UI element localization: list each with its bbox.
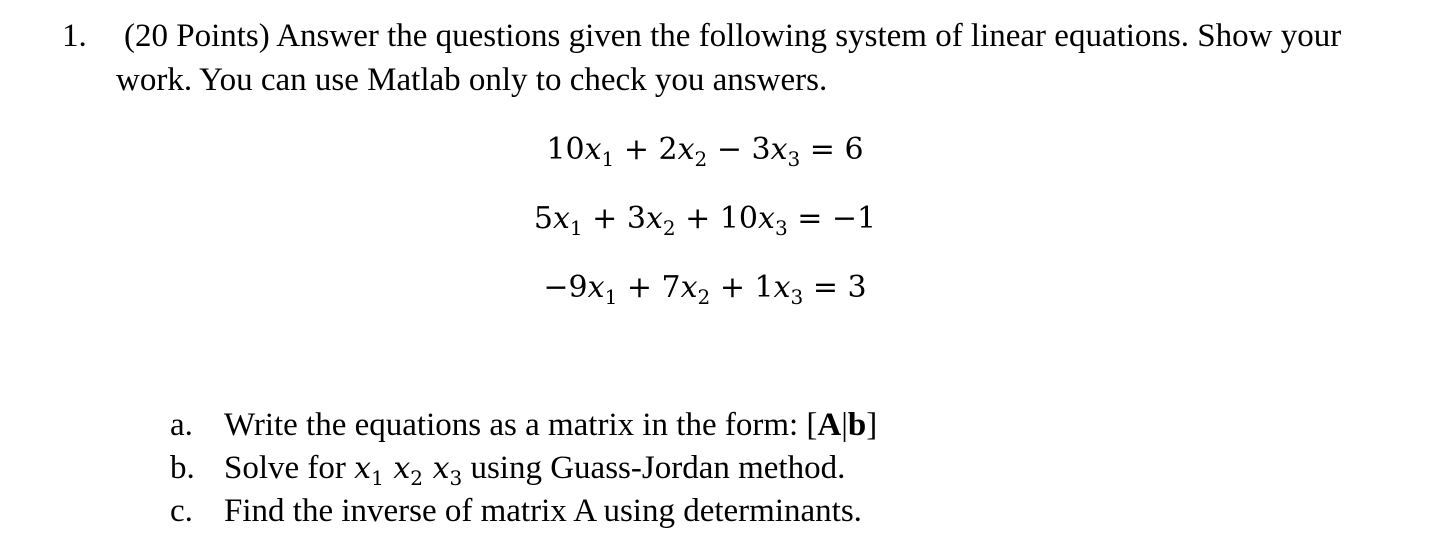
- part-b-var3: x: [432, 451, 450, 486]
- part-b-sub3: 3: [449, 466, 463, 490]
- eq1-sub3: 3: [787, 147, 801, 171]
- eq3-var1: x: [587, 270, 605, 305]
- part-b-var2: x: [393, 451, 411, 486]
- part-b-marker: b.: [170, 450, 195, 486]
- eq1-coef3: 3: [751, 132, 771, 167]
- part-b-text: Solve for: [224, 450, 346, 486]
- eq3-coef3: 1: [754, 270, 774, 305]
- question-text: (20 Points) Answer the questions given the following system of linear equations. Show your work. You can use Matlab only to check you answers.: [116, 18, 1342, 98]
- eq1-coef1: 10: [546, 132, 585, 167]
- equation-1: [0, 128, 1410, 197]
- eq2-sub1: 1: [569, 216, 583, 240]
- eq1-var2: x: [677, 132, 695, 167]
- part-b-var1: x: [354, 451, 372, 486]
- eq2-op2: +: [685, 201, 711, 236]
- eq3-coef1: −9: [543, 270, 588, 305]
- part-a-text: Write the equations as a matrix in the form: [: [224, 407, 818, 443]
- question-number: 1.: [62, 18, 87, 54]
- part-c: [170, 490, 1370, 533]
- eq3-sub1: 1: [604, 285, 618, 309]
- eq1-var3: x: [770, 132, 788, 167]
- eq2-sub2: 2: [662, 216, 676, 240]
- eq1-rhs: = 6: [809, 132, 864, 167]
- part-a-marker: a.: [170, 407, 193, 443]
- eq2-rhs: = −1: [797, 201, 877, 236]
- part-b-variables: [354, 451, 463, 490]
- eq3-coef2: 7: [661, 270, 681, 305]
- eq2-coef3: 10: [719, 201, 759, 236]
- part-a-close: ]: [866, 407, 878, 443]
- eq3-var2: x: [680, 270, 698, 305]
- matrix-a-symbol: A: [817, 407, 842, 443]
- augment-bar: |: [841, 407, 848, 443]
- eq2-var2: x: [645, 201, 663, 236]
- part-a: [170, 404, 1370, 447]
- eq1-op2: −: [716, 132, 742, 167]
- part-b: [170, 447, 1370, 490]
- equation-system: [0, 128, 1410, 335]
- part-b-sub1: 1: [371, 466, 384, 490]
- eq3-sub2: 2: [697, 285, 711, 309]
- sub-questions: [170, 404, 1370, 533]
- eq3-op2: +: [719, 270, 745, 305]
- vector-b-symbol: b: [847, 407, 867, 443]
- eq3-var3: x: [773, 270, 791, 305]
- eq1-sub1: 1: [601, 147, 615, 171]
- eq2-var3: x: [758, 201, 775, 236]
- equation-3: [0, 266, 1410, 335]
- eq2-op1: +: [592, 201, 618, 236]
- eq1-sub2: 2: [694, 147, 708, 171]
- eq1-coef2: 2: [658, 132, 678, 167]
- eq3-sub3: 3: [790, 285, 804, 309]
- eq1-op1: +: [623, 132, 649, 167]
- part-c-text: Find the inverse of matrix A using determinants.: [224, 493, 862, 529]
- eq2-coef1: 5: [533, 201, 553, 236]
- eq3-rhs: = 3: [812, 270, 867, 305]
- part-c-marker: c.: [170, 493, 193, 529]
- part-b-method: using Guass-Jordan method.: [470, 450, 846, 486]
- equation-2: [0, 197, 1410, 266]
- eq3-op1: +: [626, 270, 652, 305]
- eq2-var1: x: [552, 201, 570, 236]
- eq1-var1: x: [584, 132, 602, 167]
- part-b-sub2: 2: [410, 466, 424, 490]
- eq2-coef2: 3: [626, 201, 646, 236]
- eq2-sub3: 3: [774, 216, 788, 240]
